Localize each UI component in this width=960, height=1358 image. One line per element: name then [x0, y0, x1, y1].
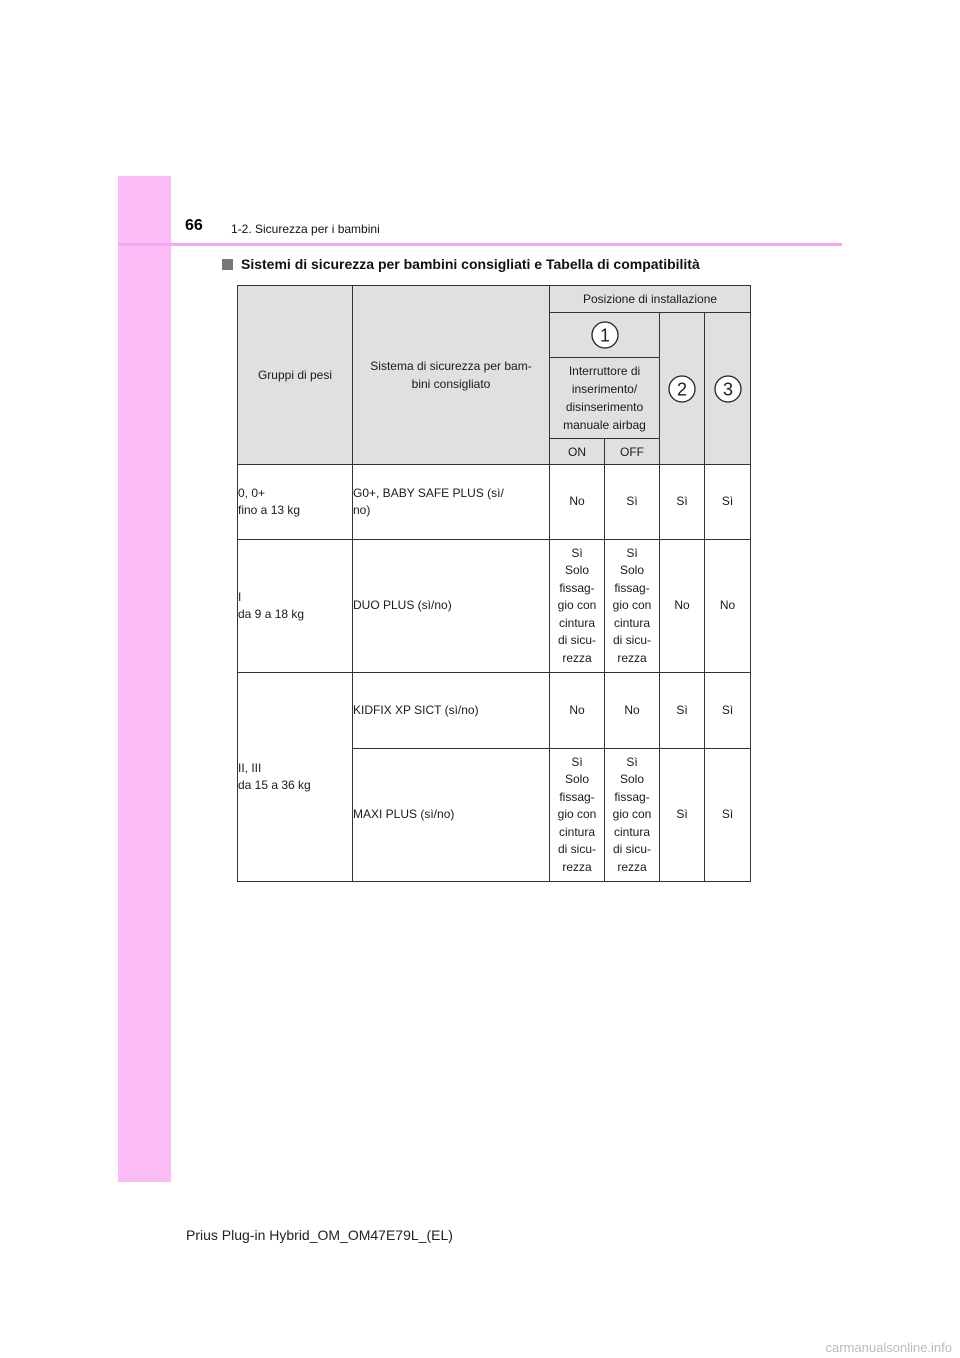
table-row [238, 540, 751, 673]
weight-group-cell: I da 9 a 18 kg [238, 540, 353, 673]
header-switch-on: ON [550, 439, 605, 465]
seat-position-1-icon [590, 319, 620, 351]
system-cell: MAXI PLUS (sì/no) [353, 749, 550, 882]
header-weight-groups: Gruppi di pesi [238, 286, 353, 465]
position-2-cell: Sì [660, 749, 705, 882]
header-position-3 [705, 313, 751, 465]
switch-off-cell: No [605, 673, 660, 749]
seat-position-1-label: 1 [599, 325, 610, 346]
compatibility-table [237, 285, 751, 882]
seat-position-2-label: 2 [676, 379, 688, 399]
system-cell: G0+, BABY SAFE PLUS (sì/ no) [353, 465, 550, 540]
position-3-cell: No [705, 540, 751, 673]
seat-position-2-icon [667, 373, 697, 405]
position-2-cell: No [660, 540, 705, 673]
side-tab-strip [118, 176, 171, 1182]
section-heading-text: Sistemi di sicurezza per bambini consigliati e Tabella di compatibilità [241, 256, 700, 272]
seat-position-3-icon [713, 373, 743, 405]
square-bullet-icon [222, 259, 233, 270]
switch-on-cell: Sì Solo fissag- gio con cintura di sicu- rezza [550, 749, 605, 882]
document-footer: Prius Plug-in Hybrid_OM_OM47E79L_(EL) [186, 1227, 453, 1243]
header-recommended-system: Sistema di sicurezza per bam- bini consigliato [353, 286, 550, 465]
seat-position-3-label: 3 [722, 379, 733, 399]
switch-off-cell: Sì [605, 465, 660, 540]
position-2-cell: Sì [660, 465, 705, 540]
table-row [238, 673, 751, 749]
header-airbag-switch: Interruttore di inserimento/ disinserimento manuale airbag [550, 358, 660, 439]
chapter-title: 1-2. Sicurezza per i bambini [231, 222, 380, 236]
position-3-cell: Sì [705, 749, 751, 882]
section-heading [222, 256, 700, 272]
header-installation-position: Posizione di installazione [550, 286, 751, 313]
system-cell: KIDFIX XP SICT (sì/no) [353, 673, 550, 749]
header-switch-off: OFF [605, 439, 660, 465]
page-number: 66 [185, 217, 203, 234]
header-position-1 [550, 313, 660, 358]
switch-on-cell: No [550, 673, 605, 749]
switch-on-cell: No [550, 465, 605, 540]
table-row [238, 465, 751, 540]
switch-on-cell: Sì Solo fissag- gio con cintura di sicu- rezza [550, 540, 605, 673]
position-3-cell: Sì [705, 673, 751, 749]
system-cell: DUO PLUS (sì/no) [353, 540, 550, 673]
header-position-2 [660, 313, 705, 465]
position-2-cell: Sì [660, 673, 705, 749]
header-divider [118, 243, 842, 246]
position-3-cell: Sì [705, 465, 751, 540]
weight-group-cell: II, III da 15 a 36 kg [238, 673, 353, 882]
weight-group-cell: 0, 0+ fino a 13 kg [238, 465, 353, 540]
switch-off-cell: Sì Solo fissag- gio con cintura di sicu- rezza [605, 749, 660, 882]
watermark: carmanualsonline.info [825, 1340, 952, 1355]
switch-off-cell: Sì Solo fissag- gio con cintura di sicu- rezza [605, 540, 660, 673]
